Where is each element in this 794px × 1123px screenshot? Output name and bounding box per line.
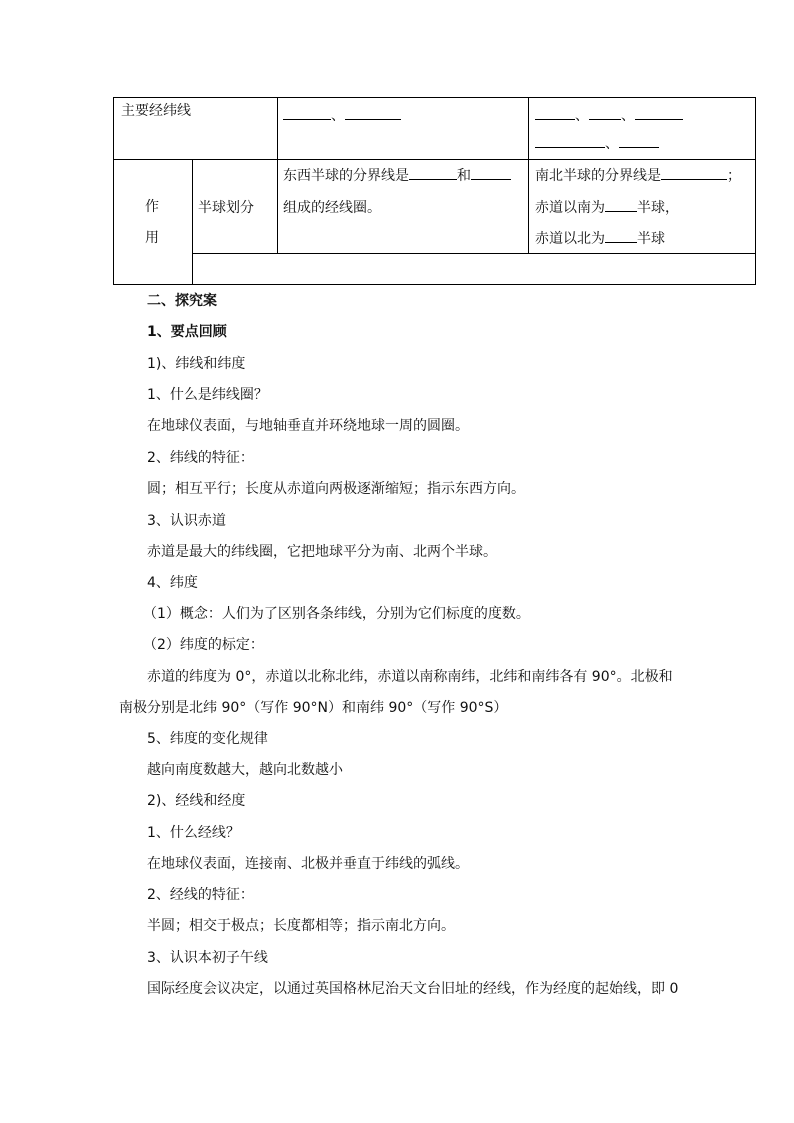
table-row-divider: [113, 159, 756, 160]
paragraph: （1）概念：人们为了区别各条纬线，分别为它们标度的度数。: [143, 606, 530, 622]
row-label-main-lines: 主要经纬线: [121, 103, 191, 119]
blank-field[interactable]: [345, 107, 401, 120]
separator: 、: [605, 136, 619, 152]
blank-field[interactable]: [605, 199, 637, 212]
paragraph: 3、认识赤道: [147, 513, 226, 529]
paragraph: 2)、经线和经度: [147, 793, 246, 809]
paragraph: 4、纬度: [147, 575, 198, 591]
blank-field[interactable]: [589, 107, 621, 120]
paragraph: 1、什么是纬线圈？: [147, 387, 268, 403]
south-hemisphere-line: 赤道以南为 半球，: [535, 200, 679, 216]
table-border-right: [755, 97, 756, 285]
row-label-function-1: 作: [145, 199, 159, 215]
sub-title: 1、要点回顾: [147, 324, 227, 340]
table-border-left: [113, 97, 114, 285]
separator: 、: [331, 108, 345, 124]
blank-field[interactable]: [409, 167, 457, 180]
blank-field[interactable]: [661, 167, 727, 180]
paragraph: 国际经度会议决定，以通过英国格林尼治天文台旧址的经线，作为经度的起始线，即 0: [147, 981, 679, 997]
east-west-boundary-line1: 东西半球的分界线是 和: [283, 166, 511, 186]
blank-field[interactable]: [605, 230, 637, 243]
paragraph: 赤道是最大的纬线圈，它把地球平分为南、北两个半球。: [147, 544, 497, 560]
paragraph: 1、什么经线？: [147, 825, 240, 841]
paragraph: （2）纬度的标定：: [143, 637, 264, 653]
paragraph: 1)、纬线和纬度: [147, 356, 246, 372]
table-col-divider-1: [277, 97, 278, 254]
separator: 、: [621, 108, 635, 124]
table-col-divider-label: [192, 159, 193, 285]
paragraph: 南极分别是北纬 90°（写作 90°N）和南纬 90°（写作 90°S）: [119, 700, 508, 716]
paragraph: 5、纬度的变化规律: [147, 731, 268, 747]
blank-field[interactable]: [535, 107, 575, 120]
paragraph: 在地球仪表面，连接南、北极并垂直于纬线的弧线。: [147, 856, 469, 872]
paragraph: 2、纬线的特征：: [147, 450, 254, 466]
review-table: [113, 97, 756, 285]
paragraph: 半圆；相交于极点；长度都相等；指示南北方向。: [147, 918, 455, 934]
blank-field[interactable]: [535, 135, 605, 148]
paragraph: 在地球仪表面，与地轴垂直并环绕地球一周的圆圈。: [147, 418, 469, 434]
blank-field[interactable]: [635, 107, 683, 120]
paragraph: 3、认识本初子午线: [147, 950, 268, 966]
blank-field[interactable]: [283, 107, 331, 120]
row-label-hemisphere-division: 半球划分: [198, 200, 254, 216]
row-label-function-2: 用: [145, 230, 159, 246]
table-col-divider-2: [528, 97, 529, 254]
table-border-top: [113, 97, 756, 98]
north-south-boundary-line: 南北半球的分界线是 ；: [535, 168, 741, 184]
paragraph: 越向南度数越大，越向北数越小: [147, 762, 343, 778]
paragraph: 2、经线的特征：: [147, 887, 254, 903]
separator: 、: [575, 108, 589, 124]
table-border-bottom: [113, 284, 756, 285]
paragraph: 赤道的纬度为 0°，赤道以北称北纬，赤道以南称南纬，北纬和南纬各有 90°。北极和: [147, 669, 673, 685]
section-title: 二、探究案: [147, 293, 217, 309]
north-hemisphere-line: 赤道以北为 半球: [535, 231, 665, 247]
fill-in-blanks-circles-2: [535, 134, 659, 154]
paragraph: 圆；相互平行；长度从赤道向两极逐渐缩短；指示东西方向。: [147, 481, 525, 497]
blank-field[interactable]: [471, 167, 511, 180]
blank-field[interactable]: [619, 135, 659, 148]
fill-in-blanks-lines: [283, 106, 401, 126]
fill-in-blanks-circles: [535, 106, 683, 126]
east-west-boundary-line2: 组成的经线圈。: [283, 200, 381, 216]
